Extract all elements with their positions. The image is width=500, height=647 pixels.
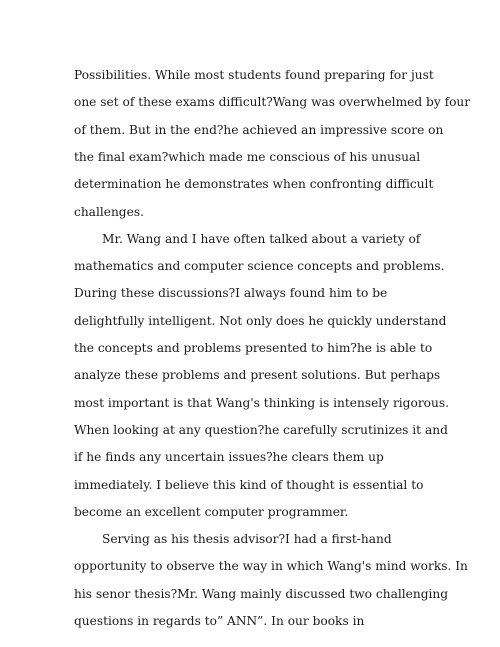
text-line: analyze these problems and present solutions. But perhaps — [74, 368, 441, 382]
text-line: During these discussions?I always found him to be — [74, 286, 388, 300]
text-line: determination he demonstrates when confronting difficult — [74, 177, 434, 191]
text-line: challenges. — [74, 205, 144, 219]
text-line: opportunity to observe the way in which Wang's mind works. In — [74, 559, 468, 573]
text-line: When looking at any question?he carefully scrutinizes it and — [74, 423, 448, 437]
text-line: mathematics and computer science concepts and problems. — [74, 259, 445, 273]
text-line: most important is that Wang's thinking is intensely rigorous. — [74, 396, 449, 410]
text-line: Possibilities. While most students found preparing for just — [74, 68, 434, 82]
text-line: if he finds any uncertain issues?he clears them up — [74, 450, 384, 464]
text-line: questions in regards to” ANN”. In our books in — [74, 614, 365, 628]
text-line: Serving as his thesis advisor?I had a first-hand — [102, 532, 392, 546]
text-line: the concepts and problems presented to him?he is able to — [74, 341, 433, 355]
text-line: his senor thesis?Mr. Wang mainly discussed two challenging — [74, 587, 449, 601]
text-line: Mr. Wang and I have often talked about a variety of — [102, 232, 421, 246]
text-line: of them. But in the end?he achieved an impressive score on — [74, 123, 444, 137]
text-line: the final exam?which made me conscious of his unusual — [74, 150, 421, 164]
text-line: one set of these exams difficult?Wang was overwhelmed by four — [74, 95, 471, 109]
text-line: become an excellent computer programmer. — [74, 505, 349, 519]
text-line: delightfully intelligent. Not only does he quickly understand — [74, 314, 447, 328]
text-line: immediately. I believe this kind of thought is essential to — [74, 478, 424, 492]
